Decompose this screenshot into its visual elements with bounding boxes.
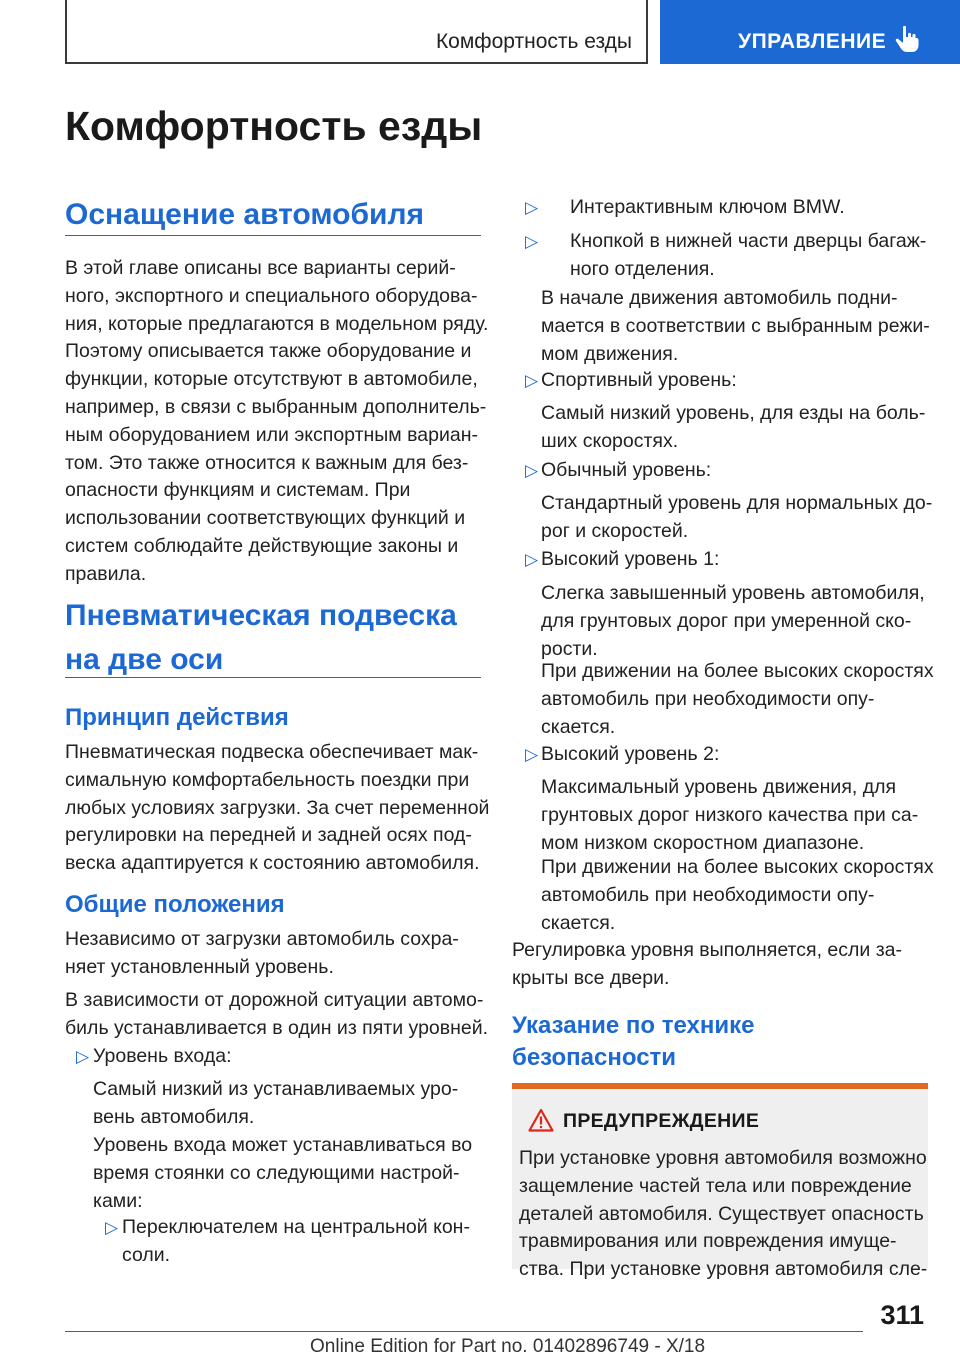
high1-level-label: Высокий уровень 1: (541, 548, 720, 570)
high1-level-desc: Слегка завышенный уровень автомобиля, для грунтовых дорог при умеренной ско- рости. (541, 582, 925, 660)
header-section-title: УПРАВЛЕНИЕ (738, 30, 887, 53)
principle-paragraph: Пневматическая подвеска обеспечивает мак- симальную комфортабельность поездки при любых условиях загрузки. За счет переменной регулировки на передней и задней осях под- веска адаптируется к состоянию автомобиля. (65, 741, 490, 875)
heading-safety: Указание по технике безопасности (512, 1012, 755, 1071)
page-number: 311 (880, 1300, 924, 1330)
bullet-triangle-icon: ▷ (525, 371, 539, 390)
heading-rule (65, 235, 481, 236)
heading-principle: Принцип действия (65, 704, 289, 731)
heading-rule (65, 677, 481, 678)
header-section-tab (660, 0, 960, 64)
sport-level-desc: Самый низкий уровень, для езды на боль- ших скоростях. (541, 402, 926, 452)
sport-level-label: Спортивный уровень: (541, 369, 737, 391)
equipment-paragraph: В этой главе описаны все варианты серий- ного, экспортного и специального оборудова- ния, которые предлагаются в модельном ряду. Поэтому описывается также оборудование и функции, которые отсутствуют в автомобиле, например, в связи с выбранным дополнитель- ным оборудованием или экспортным вариан- том. Это также относится к важным для без- опасности функциям и системам. При использовании соответствующих функций и систем соблюдайте действующие законы и правила. (65, 257, 489, 585)
header-chapter-tab (65, 0, 648, 64)
hand-pointer-icon (894, 25, 920, 53)
heading-general: Общие положения (65, 891, 285, 918)
warning-triangle-icon (528, 1108, 554, 1132)
bullet-triangle-icon: ▷ (525, 745, 539, 764)
entry-level-sub-2: Интерактивным ключом BMW. (570, 196, 845, 218)
entry-level-label: Уровень входа: (93, 1045, 232, 1067)
warning-title: ПРЕДУПРЕЖДЕНИЕ (563, 1110, 760, 1132)
high2-level-desc: Максимальный уровень движения, для грунтовых дорог низкого качества при са- мом низком скоростном диапазоне. (541, 776, 919, 854)
warning-text: При установке уровня автомобиля возможно защемление частей тела или повреждение деталей автомобиля. Существует опасность травмирования или повреждения имуще- ства. При установке уровня автомобиля сле- (519, 1147, 928, 1281)
normal-level-desc: Стандартный уровень для нормальных до- рог и скоростей. (541, 492, 933, 542)
bullet-triangle-icon: ▷ (76, 1047, 90, 1066)
bullet-triangle-icon: ▷ (525, 461, 539, 480)
bullet-triangle-icon: ▷ (525, 232, 539, 251)
general-paragraph-1: Независимо от загрузки автомобиль сохра- няет установленный уровень. (65, 928, 459, 978)
entry-level-note: Уровень входа может устанавливаться во время стоянки со следующими настрой- ками: (93, 1134, 473, 1212)
header-chapter-title: Комфортность езды (435, 30, 632, 53)
bullet-triangle-icon: ▷ (525, 198, 539, 217)
entry-level-after: В начале движения автомобиль подни- мается в соответствии с выбранным режи- мом движения. (541, 287, 930, 365)
heading-equipment: Оснащение автомобиля (65, 198, 425, 231)
footer-edition-text: Online Edition for Part no. 01402896749 - X/18 (310, 1336, 706, 1357)
heading-suspension: Пневматическая подвеска на две оси (65, 599, 457, 676)
normal-level-label: Обычный уровень: (541, 459, 712, 481)
general-paragraph-2: В зависимости от дорожной ситуации автомо- биль устанавливается в один из пяти уровней. (65, 989, 489, 1039)
page-title: Комфортность езды (65, 103, 483, 149)
entry-level-desc: Самый низкий из устанавливаемых уро- вень автомобиля. (93, 1078, 459, 1128)
bullet-triangle-icon: ▷ (525, 550, 539, 569)
entry-level-sub-3: Кнопкой в нижней части дверцы багаж- ного отделения. (570, 230, 927, 280)
high2-level-label: Высокий уровень 2: (541, 743, 720, 765)
high2-level-note: При движении на более высоких скоростях автомобиль при необходимости опу- скается. (541, 856, 934, 934)
high1-level-note: При движении на более высоких скоростях автомобиль при необходимости опу- скается. (541, 660, 934, 738)
footer-rule (65, 1331, 863, 1332)
closing-paragraph: Регулировка уровня выполняется, если за- крыты все двери. (512, 939, 902, 989)
bullet-triangle-icon: ▷ (105, 1218, 119, 1237)
entry-level-sub-1: Переключателем на центральной кон- соли. (122, 1216, 470, 1266)
